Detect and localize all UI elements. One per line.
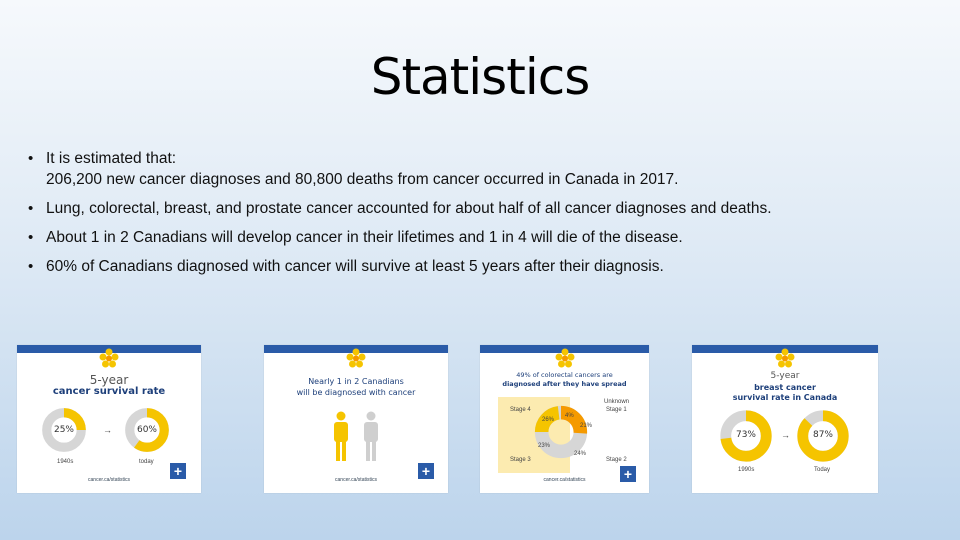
plus-logo-icon: +: [170, 463, 186, 479]
pct-label: 21%: [580, 423, 593, 429]
left-percent: 25%: [53, 425, 74, 435]
bullet-icon: •: [28, 200, 34, 217]
card-title-line2: cancer survival rate: [52, 386, 166, 397]
right-era-label: today: [139, 459, 154, 465]
bullet-text: 60% of Canadians diagnosed with cancer will survive at least 5 years after their diagnosis.: [46, 258, 664, 275]
pct-label: 26%: [542, 417, 555, 423]
bullet-item: [28, 227, 948, 248]
diagnosis-rate-infographic: [264, 345, 448, 493]
stage1-label: Stage 1: [606, 407, 627, 413]
daffodil-icon: [346, 348, 366, 368]
stage2-label: Stage 2: [606, 457, 627, 463]
daffodil-icon: [555, 348, 575, 368]
plus-logo-icon: +: [418, 463, 434, 479]
stage3-label: Stage 3: [510, 457, 531, 463]
left-era-label: 1940s: [57, 459, 74, 465]
pct-label: 4%: [565, 413, 574, 419]
card-title-line2: will be diagnosed with cancer: [296, 388, 416, 397]
card-title-line1: 49% of colorectal cancers are: [516, 371, 613, 379]
pct-label: 24%: [574, 451, 587, 457]
bullet-item: [28, 198, 948, 219]
left-era-label: 1990s: [738, 467, 755, 473]
pct-label: 23%: [538, 443, 551, 449]
bullet-text: About 1 in 2 Canadians will develop cancer in their lifetimes and 1 in 4 will die of the disease.: [46, 229, 683, 246]
card-title-line1: Nearly 1 in 2 Canadians: [308, 377, 404, 386]
stage4-label: Stage 4: [510, 407, 531, 413]
card-title-line2: diagnosed after they have spread: [502, 380, 627, 388]
colorectal-stage-infographic: [480, 345, 649, 493]
bullet-icon: •: [28, 258, 34, 275]
left-percent: 73%: [735, 430, 756, 440]
card-title-line2: breast cancer: [754, 383, 816, 392]
daffodil-icon: [99, 348, 119, 368]
card-title-line1: 5-year: [770, 371, 800, 381]
card-title-line3: survival rate in Canada: [732, 393, 838, 402]
bullet-text: Lung, colorectal, breast, and prostate cancer accounted for about half of all cancer diagnoses and deaths.: [46, 200, 772, 217]
bullet-item: [28, 256, 948, 277]
right-era-label: Today: [814, 467, 831, 473]
plus-logo-icon: +: [620, 466, 636, 482]
breast-survival-infographic: [692, 345, 878, 493]
right-percent: 60%: [136, 425, 157, 435]
right-arrow-icon: →: [781, 430, 790, 440]
daffodil-icon: [775, 348, 795, 368]
card-footer-url: cancer.ca/statistics: [335, 477, 377, 483]
right-percent: 87%: [812, 430, 833, 440]
slide-title: Statistics: [370, 48, 590, 106]
card-title-line1: 5-year: [89, 373, 129, 387]
right-arrow-icon: →: [103, 425, 112, 435]
person-grey-icon: [361, 411, 381, 461]
card-footer-url: cancer.ca/statistics: [543, 477, 586, 483]
bullet-text: It is estimated that:: [46, 150, 177, 167]
bullet-icon: •: [28, 229, 34, 246]
bullet-icon: •: [28, 150, 34, 167]
bullet-list: [28, 148, 948, 285]
bullet-item: [28, 148, 948, 190]
bullet-subtext: 206,200 new cancer diagnoses and 80,800 deaths from cancer occurred in Canada in 2017.: [46, 171, 679, 188]
unknown-label: Unknown: [604, 399, 630, 405]
person-yellow-icon: [331, 411, 351, 461]
survival-rate-infographic: [17, 345, 201, 493]
card-footer-url: cancer.ca/statistics: [88, 477, 130, 483]
